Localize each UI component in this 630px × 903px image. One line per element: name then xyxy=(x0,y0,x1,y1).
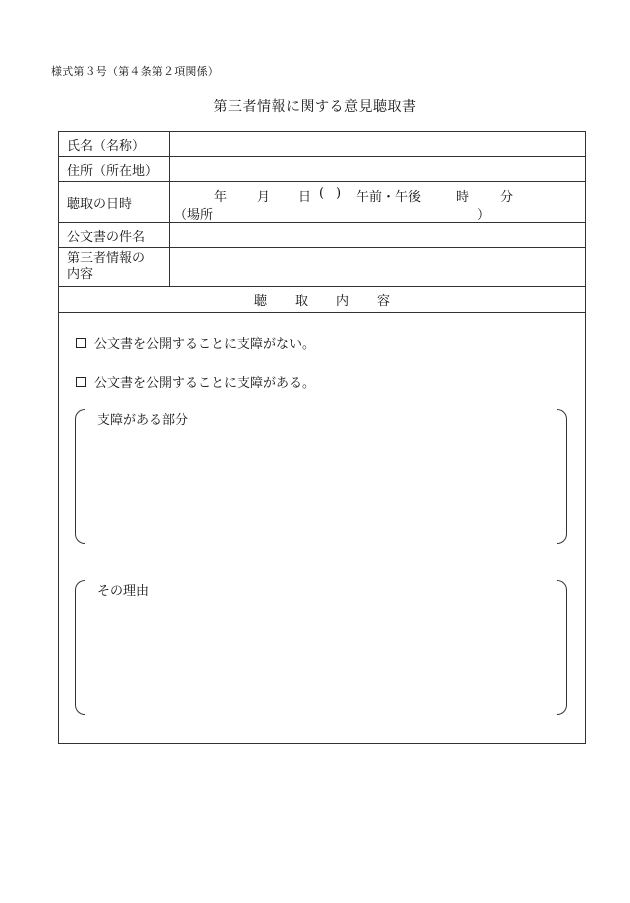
document-label: 公文書の件名 xyxy=(59,223,170,247)
form-number: 様式第３号（第４条第２項関係） xyxy=(51,65,219,78)
place-open: （場所 xyxy=(174,208,214,223)
header-char: 聴 xyxy=(253,294,267,309)
header-char: 取 xyxy=(294,294,308,309)
third-party-label-line-1: 第三者情報の xyxy=(67,251,146,266)
am-pm-option: 午前・午後 xyxy=(356,190,422,205)
month-unit: 月 xyxy=(257,190,271,205)
header-char: 容 xyxy=(377,294,391,309)
third-party-label-line-2: 内容 xyxy=(67,267,94,282)
obstacle-part-label: 支障がある部分 xyxy=(97,413,189,428)
name-field[interactable] xyxy=(170,132,585,156)
hour-unit: 時 xyxy=(456,190,470,205)
address-label: 住所（所在地） xyxy=(59,157,170,181)
document-field[interactable] xyxy=(170,223,585,247)
page-title: 第三者情報に関する意見聴取書 xyxy=(213,99,417,115)
third-party-field[interactable] xyxy=(170,248,585,286)
checkbox-obstacle[interactable] xyxy=(76,377,86,387)
date-label: 聴取の日時 xyxy=(59,182,170,222)
weekday-paren-close: ) xyxy=(336,186,342,201)
row-third-party-info xyxy=(59,248,585,287)
reason-label: その理由 xyxy=(97,584,150,599)
hearing-form-table xyxy=(58,131,586,744)
address-field[interactable] xyxy=(170,157,585,181)
weekday-paren-open: ( xyxy=(319,186,325,201)
option-no-obstacle-label: 公文書を公開することに支障がない。 xyxy=(94,337,316,352)
option-obstacle[interactable] xyxy=(76,372,315,391)
left-bracket xyxy=(75,409,85,544)
minute-unit: 分 xyxy=(500,190,514,205)
third-party-label xyxy=(59,248,170,286)
reason-box[interactable] xyxy=(75,580,567,715)
year-unit: 年 xyxy=(214,190,228,205)
hearing-content-header xyxy=(59,287,585,313)
day-unit: 日 xyxy=(298,190,312,205)
row-document xyxy=(59,223,585,248)
option-no-obstacle[interactable] xyxy=(76,333,315,352)
row-datetime xyxy=(59,182,585,223)
header-char: 内 xyxy=(336,294,350,309)
row-address xyxy=(59,157,585,182)
right-bracket xyxy=(557,409,567,544)
datetime-field[interactable] xyxy=(170,182,585,222)
left-bracket xyxy=(75,580,85,715)
right-bracket xyxy=(557,580,567,715)
option-obstacle-label: 公文書を公開することに支障がある。 xyxy=(94,376,316,391)
obstacle-part-box[interactable] xyxy=(75,409,567,544)
name-label: 氏名（名称） xyxy=(59,132,170,156)
place-close: ） xyxy=(477,208,491,223)
checkbox-no-obstacle[interactable] xyxy=(76,338,86,348)
row-name xyxy=(59,132,585,157)
